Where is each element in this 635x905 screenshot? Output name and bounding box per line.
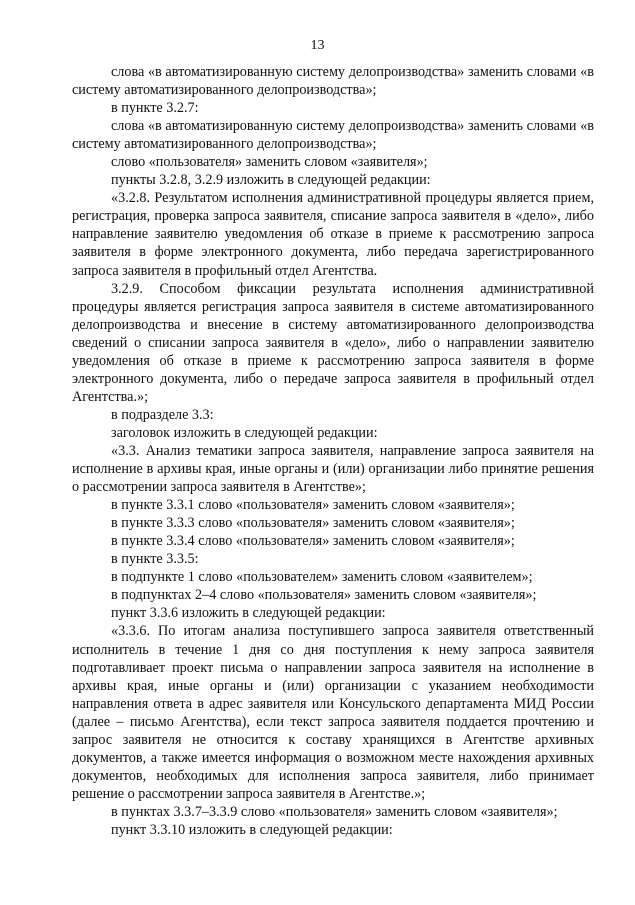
paragraph-subpoints-2-4: в подпунктах 2–4 слово «пользователя» заменить словом «заявителя»; bbox=[111, 587, 537, 604]
paragraph-subsection-3-3: в подразделе 3.3: bbox=[111, 406, 214, 423]
paragraph-point-3-3-5: в пункте 3.3.5: bbox=[111, 551, 199, 568]
paragraph-point-3-3-1: в пункте 3.3.1 слово «пользователя» заменить словом «заявителя»; bbox=[111, 497, 515, 514]
paragraph-heading-edit: заголовок изложить в следующей редакции: bbox=[111, 424, 378, 441]
paragraph-3-3-6-text: «3.3.6. По итогам анализа поступившего запроса заявителя ответственный исполнитель в течение 1 дня со дня поступления к нему запроса заявителя подготавливает проект письма о направлении запроса заявителя на исполнение в архивы края, иные органы и (или) организации с указанием необходимости направления ответа в адрес заявителя или Консульского департамента МИД России (далее – письмо Агентства), если текст запроса заявителя поддается прочтению и запрос заявителя не относится к составу хранящихся в Агентстве архивных документов, а также имеется информация о возможном месте нахождения архивных документов, необходимых для исполнения запроса заявителя, либо принимает решение о рассмотрении запроса заявителя в Агентстве.»; bbox=[72, 623, 594, 802]
paragraph-point-3-3-6-edit: пункт 3.3.6 изложить в следующей редакции: bbox=[111, 605, 386, 622]
paragraph-point-3-3-4: в пункте 3.3.4 слово «пользователя» заменить словом «заявителя»; bbox=[111, 533, 515, 550]
paragraph-3-3-heading-text: «3.3. Анализ тематики запроса заявителя, направление запроса заявителя на исполнение в архивы края, иные органы и (или) организации либо принятие решения о рассмотрении запроса заявителя в Агентстве»; bbox=[72, 442, 594, 496]
paragraph-3-2-9-text: 3.2.9. Способом фиксации результата исполнения административной процедуры является регистрация запроса заявителя в системе автоматизированного делопроизводства и внесение в систему автоматизированного делопроизводства сведений о списании запроса заявителя в «дело», либо о направлении заявителю уведомления об отказе в приеме к рассмотрению запроса заявителя в форме электронного документа, либо о передаче запроса заявителя в профильный отдел Агентства.»; bbox=[72, 280, 594, 405]
paragraph-points-3-3-7-3-3-9: в пунктах 3.3.7–3.3.9 слово «пользователя» заменить словом «заявителя»; bbox=[111, 803, 558, 820]
page-number: 13 bbox=[310, 38, 325, 53]
paragraph-3-2-8-text: «3.2.8. Результатом исполнения административной процедуры является прием, регистрация, проверка запроса заявителя, списание запроса заявителя в «дело», либо направление заявителю уведомления об отказе в приеме к рассмотрению запроса заявителя в форме электронного документа, либо передача зарегистрированного запроса заявителя в профильный отдел Агентства. bbox=[72, 190, 594, 279]
paragraph-point-3-2-7: в пункте 3.2.7: bbox=[111, 100, 199, 117]
paragraph-replace-user-word: слово «пользователя» заменить словом «заявителя»; bbox=[111, 154, 428, 171]
paragraph-point-3-3-10-edit: пункт 3.3.10 изложить в следующей редакции: bbox=[111, 821, 393, 838]
paragraph-replace-words-2: слова «в автоматизированную систему делопроизводства» заменить словами «в систему автоматизированного делопроизводства»; bbox=[72, 118, 594, 153]
paragraph-replace-words-1: слова «в автоматизированную систему делопроизводства» заменить словами «в систему автоматизированного делопроизводства»; bbox=[72, 64, 594, 99]
document-body bbox=[72, 63, 594, 839]
paragraph-points-3-2-8-3-2-9: пункты 3.2.8, 3.2.9 изложить в следующей редакции: bbox=[111, 172, 431, 189]
paragraph-point-3-3-3: в пункте 3.3.3 слово «пользователя» заменить словом «заявителя»; bbox=[111, 515, 515, 532]
paragraph-subpoint-1: в подпункте 1 слово «пользователем» заменить словом «заявителем»; bbox=[111, 569, 533, 586]
